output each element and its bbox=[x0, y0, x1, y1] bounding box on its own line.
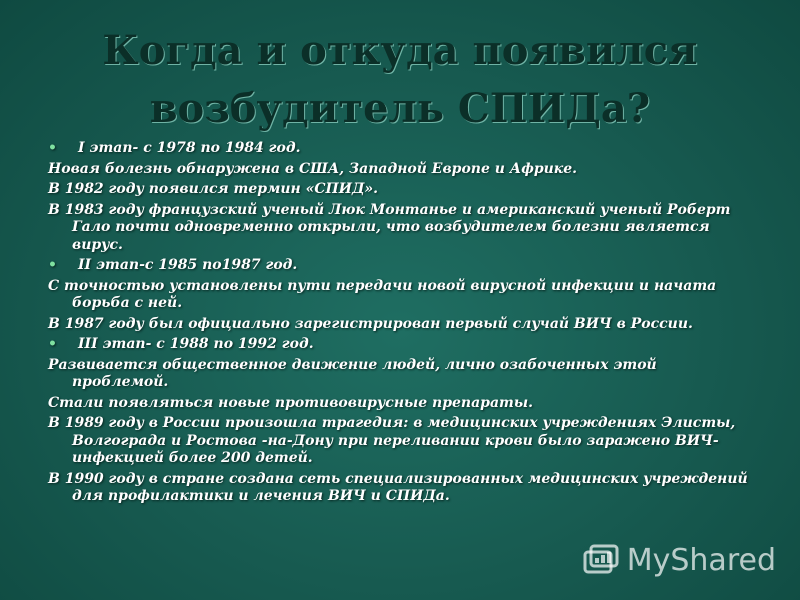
myshared-logo-icon bbox=[583, 544, 621, 578]
watermark-text: MyShared bbox=[626, 543, 776, 578]
slide-title-line-2: возбудитель СПИДа? bbox=[149, 85, 651, 132]
list-item-text: В 1989 году в России произошла трагедия: в медицинских учреждениях Элисты, Волгограда и Ростова -на-Дону при переливании крови было заражено ВИЧ- инфекцией более 200 детей. bbox=[48, 415, 736, 466]
list-item-text: В 1982 году появился термин «СПИД». bbox=[48, 181, 379, 197]
list-item bbox=[48, 415, 753, 468]
list-item-text: С точностью установлены пути передачи новой вирусной инфекции и начата борьба с ней. bbox=[48, 277, 717, 311]
bullet-icon: • bbox=[48, 257, 57, 273]
list-item bbox=[48, 357, 753, 392]
list-item bbox=[48, 161, 753, 179]
list-item bbox=[48, 471, 753, 506]
myshared-watermark[interactable] bbox=[583, 543, 776, 578]
list-item-text: Стали появляться новые противовирусные препараты. bbox=[48, 394, 533, 411]
bullet-icon: • bbox=[48, 336, 57, 352]
list-item bbox=[48, 181, 753, 199]
list-item bbox=[48, 140, 753, 158]
slide-title-line-1: Когда и откуда появился bbox=[102, 27, 698, 74]
slide-title bbox=[0, 22, 800, 138]
list-item-text: В 1990 году в стране создана сеть специализированных медицинских учреждений для профилактики и лечения ВИЧ и СПИДа. bbox=[48, 470, 748, 504]
list-item bbox=[48, 278, 753, 313]
list-item-text: III этап- с 1988 по 1992 год. bbox=[78, 336, 314, 352]
list-item-text: В 1987 году был официально зарегистрирован первый случай ВИЧ в России. bbox=[48, 315, 693, 332]
list-item-text: Развивается общественное движение людей, лично озабоченных этой проблемой. bbox=[48, 356, 657, 390]
slide-content bbox=[48, 140, 753, 509]
list-item-text: II этап-с 1985 по1987 год. bbox=[78, 257, 298, 273]
list-item bbox=[48, 257, 753, 275]
list-item bbox=[48, 395, 753, 413]
list-item-text: I этап- с 1978 по 1984 год. bbox=[78, 140, 301, 156]
list-item bbox=[48, 316, 753, 334]
list-item bbox=[48, 202, 753, 255]
bullet-icon: • bbox=[48, 140, 57, 156]
list-item-text: Новая болезнь обнаружена в США, Западной Европе и Африке. bbox=[48, 160, 578, 177]
list-item bbox=[48, 336, 753, 354]
list-item-text: В 1983 году французский ученый Люк Монтанье и американский ученый Роберт Гало почти одновременно открыли, что возбудителем болезни является вирус. bbox=[48, 201, 731, 253]
